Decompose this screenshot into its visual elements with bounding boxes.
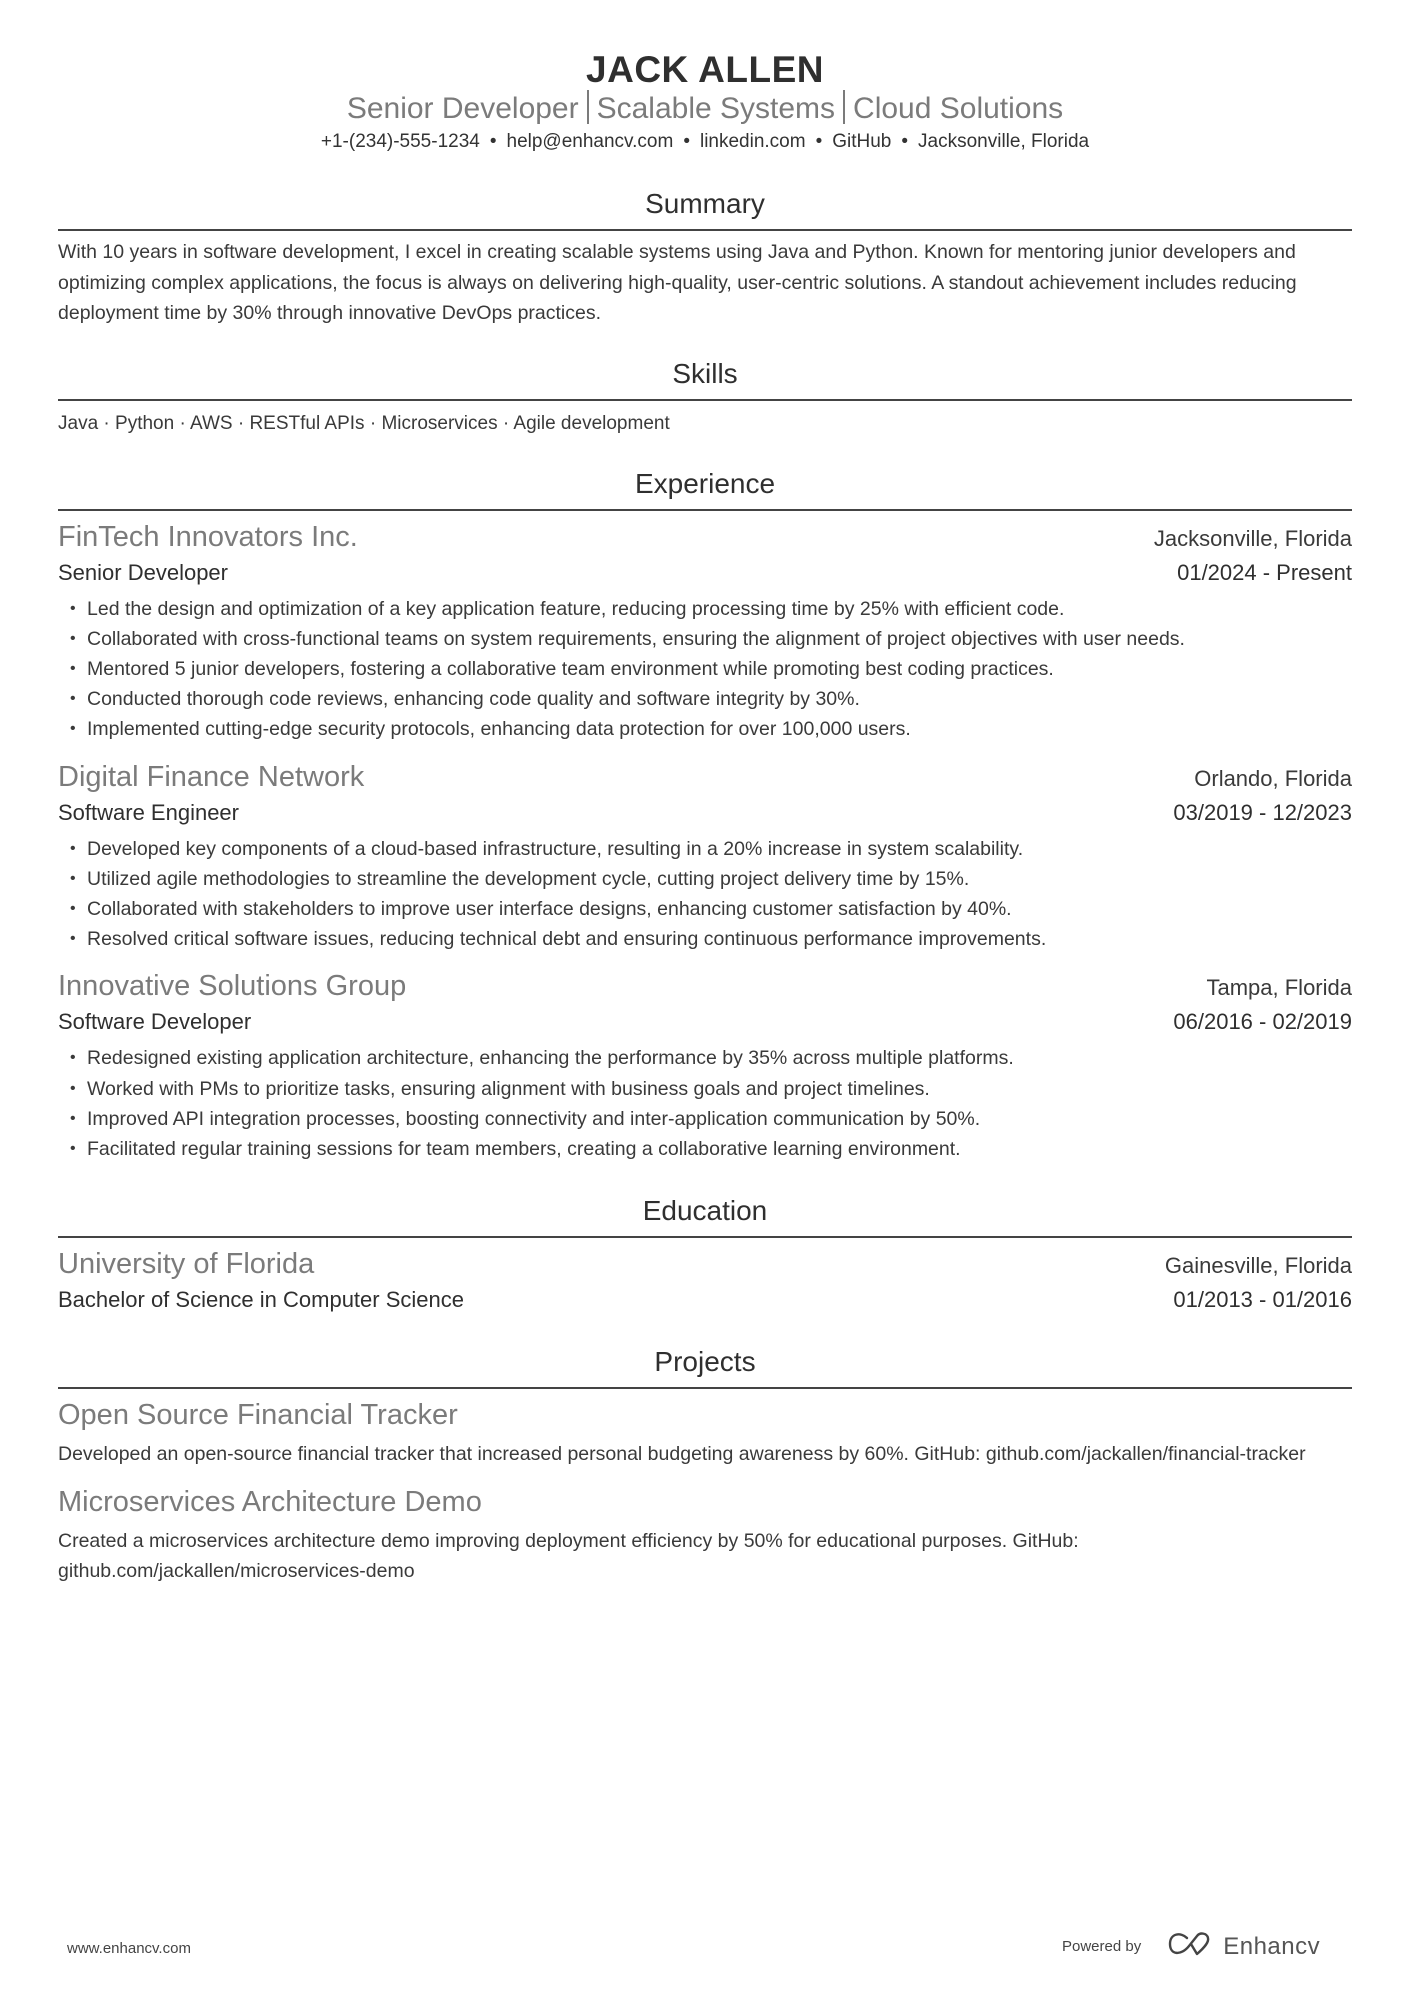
school-name: University of Florida [58,1248,315,1281]
list-item: • Led the design and optimization of a key application feature, reducing processing time by 25% with efficient code. [70,597,1065,620]
list-item: • Facilitated regular training sessions for team members, creating a collaborative learning environment. [70,1137,961,1160]
section-heading: Summary [58,187,1352,231]
skills-section [58,357,1352,439]
project-description: Developed an open-source financial tracker that increased personal budgeting awareness by 60%. GitHub: github.com/jackallen/financial-tracker [58,1443,1306,1466]
list-item: • Resolved critical software issues, reducing technical debt and ensuring continuous performance improvements. [70,928,1047,951]
job-dates: 01/2024 - Present [1177,559,1352,585]
headline [58,90,1352,127]
section-heading: Projects [58,1345,1352,1389]
summary-section [58,187,1352,329]
contact-line [58,127,1352,157]
experience-entry [58,968,1352,1164]
bullet-separator: • [815,131,823,152]
resume-page [58,0,1352,1587]
job-location: Tampa, Florida [1206,975,1352,1001]
job-title: Software Engineer [58,799,239,825]
job-title: Software Developer [58,1009,252,1035]
project-entry [58,1484,1352,1587]
education-entry [58,1246,1352,1317]
project-description: Created a microservices architecture demo improving deployment efficiency by 50% for educational purposes. GitHub: github.com/jackallen/microservices-demo [58,1529,1079,1583]
section-heading: Experience [58,467,1352,511]
education-section [58,1194,1352,1317]
github-link[interactable]: GitHub [832,131,892,152]
candidate-name: JACK ALLEN [586,49,824,90]
enhancv-logo-icon [1167,1930,1213,1963]
list-item: • Collaborated with stakeholders to improve user interface designs, enhancing customer satisfaction by 40%. [70,897,1012,920]
linkedin-link[interactable]: linkedin.com [699,131,806,152]
skills-list: Java · Python · AWS · RESTful APIs · Microservices · Agile development [58,412,670,434]
divider [587,90,589,124]
project-entry [58,1397,1352,1470]
headline-part: Scalable Systems [596,92,836,125]
list-item: • Collaborated with cross-functional teams on system requirements, ensuring the alignment of project objectives with user needs. [70,627,1185,650]
experience-entry [58,759,1352,955]
email-link[interactable]: help@enhancv.com [506,131,674,152]
summary-text: With 10 years in software development, I excel in creating scalable systems using Java and Python. Known for mentoring junior developers and optimizing complex applications, the focus is always on delivering high-quality, user-centric solutions. A standout achievement includes reducing deployment time by 30% through innovative DevOps practices. [58,241,1297,324]
list-item: • Improved API integration processes, boosting connectivity and inter-application communication by 50%. [70,1107,981,1130]
job-dates: 06/2016 - 02/2019 [1173,1009,1352,1035]
divider [843,90,845,124]
powered-by-label: Powered by [1062,1938,1142,1955]
achievement-list [58,834,1352,955]
list-item: • Mentored 5 junior developers, fostering a collaborative team environment while promoting best coding practices. [70,657,1054,680]
achievement-list [58,594,1352,745]
powered-by-badge[interactable] [1062,1930,1320,1963]
company-name: Innovative Solutions Group [58,970,407,1003]
education-dates: 01/2013 - 01/2016 [1173,1287,1352,1313]
section-heading: Skills [58,357,1352,401]
section-heading: Education [58,1194,1352,1238]
location: Jacksonville, Florida [918,131,1090,152]
list-item: • Redesigned existing application architecture, enhancing the performance by 35% across multiple platforms. [70,1047,1014,1070]
job-location: Orlando, Florida [1194,765,1352,791]
phone: +1-(234)-555-1234 [320,131,480,152]
footer-website-link[interactable]: www.enhancv.com [67,1940,191,1957]
bullet-separator: • [489,131,497,152]
job-location: Jacksonville, Florida [1153,525,1352,551]
school-location: Gainesville, Florida [1164,1253,1352,1279]
list-item: • Developed key components of a cloud-based infrastructure, resulting in a 20% increase in system scalability. [70,837,1024,860]
list-item: • Utilized agile methodologies to streamline the development cycle, cutting project delivery time by 15%. [70,867,970,890]
experience-section [58,467,1352,1165]
project-title: Microservices Architecture Demo [58,1485,482,1518]
list-item: • Worked with PMs to prioritize tasks, ensuring alignment with business goals and project timelines. [70,1077,930,1100]
degree: Bachelor of Science in Computer Science [58,1287,464,1313]
achievement-list [58,1043,1352,1164]
projects-section [58,1345,1352,1587]
experience-entry [58,519,1352,745]
project-title: Open Source Financial Tracker [58,1399,458,1432]
bullet-separator: • [901,131,909,152]
bullet-separator: • [683,131,690,152]
list-item: • Implemented cutting-edge security protocols, enhancing data protection for over 100,000 users. [70,718,911,741]
job-dates: 03/2019 - 12/2023 [1173,799,1352,825]
company-name: Digital Finance Network [58,760,365,793]
headline-part: Senior Developer [346,92,579,125]
job-title: Senior Developer [58,559,228,585]
list-item: • Conducted thorough code reviews, enhancing code quality and software integrity by 30%. [70,688,860,711]
headline-part: Cloud Solutions [853,92,1064,125]
resume-header [58,0,1352,157]
brand-name: Enhancv [1223,1932,1321,1960]
company-name: FinTech Innovators Inc. [58,520,358,553]
